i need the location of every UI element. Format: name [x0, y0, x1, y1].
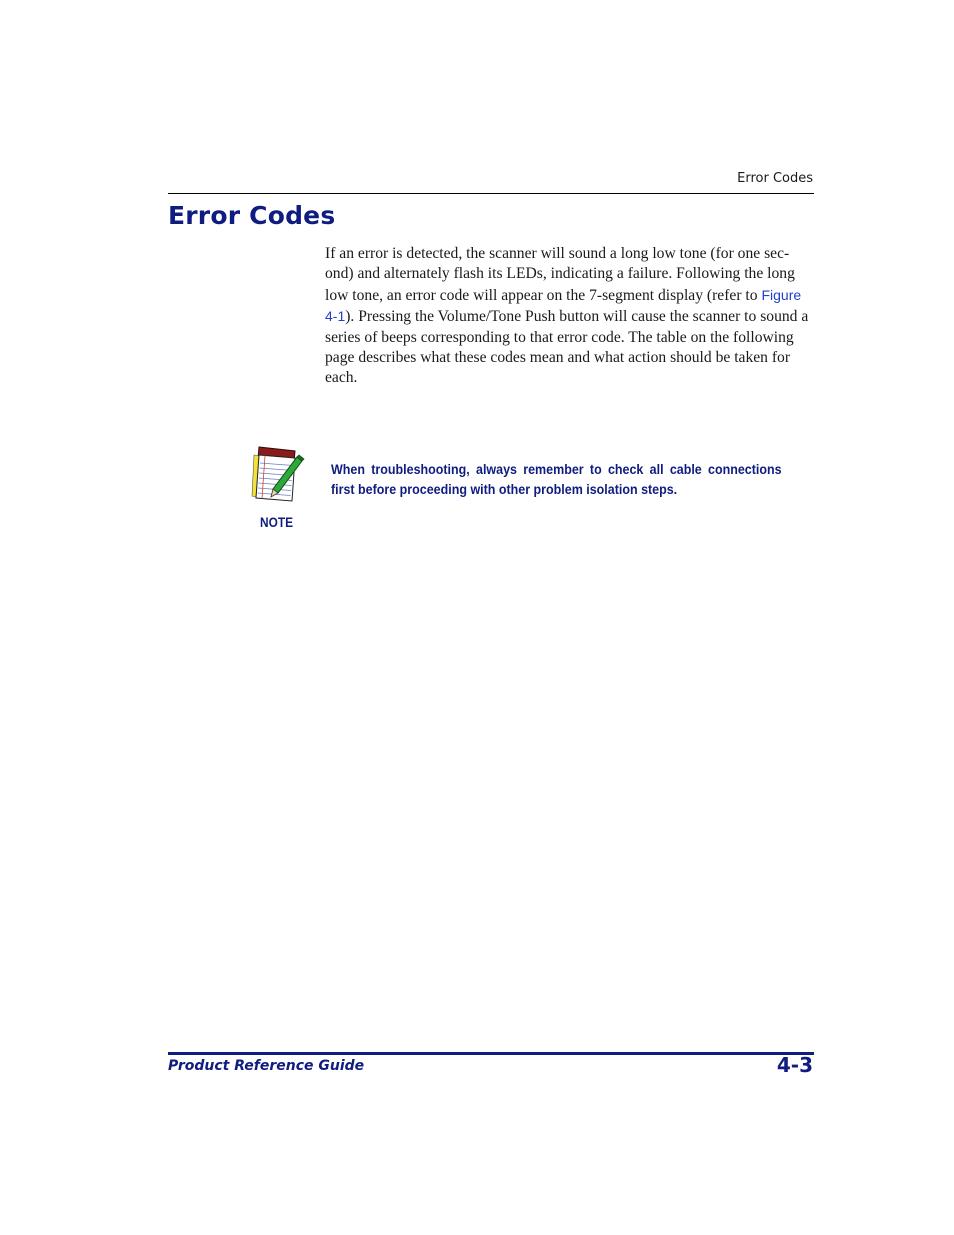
- note-text: When troubleshooting, always remember to check all cable connections first before proceeding with other problem isolation steps.: [331, 462, 782, 498]
- section-title: Error Codes: [168, 201, 336, 230]
- page-number: 4-3: [776, 1053, 813, 1077]
- footer-title: Product Reference Guide: [168, 1058, 365, 1074]
- body-text-part-1: If an error is detected, the scanner will sound a long low tone (for one sec-ond) and alternately flash its LEDs, indicating a failure. Following the long low tone, an error code will appear on the 7-segment display (refer to: [325, 245, 795, 304]
- footer-rule: [168, 1052, 814, 1055]
- body-paragraph: [325, 244, 814, 389]
- header-rule: [168, 193, 814, 194]
- figure-reference-link[interactable]: Figure 4-1: [325, 286, 802, 325]
- note-label: NOTE: [260, 515, 294, 530]
- notepad-pen-icon: [251, 445, 305, 503]
- body-text-part-2: ). Pressing the Volume/Tone Push button will cause the scanner to sound a series of beeps corresponding to that error code. The table on the following page describes what these codes mean and what action should be taken for each.: [325, 308, 809, 387]
- running-head: Error Codes: [737, 171, 813, 186]
